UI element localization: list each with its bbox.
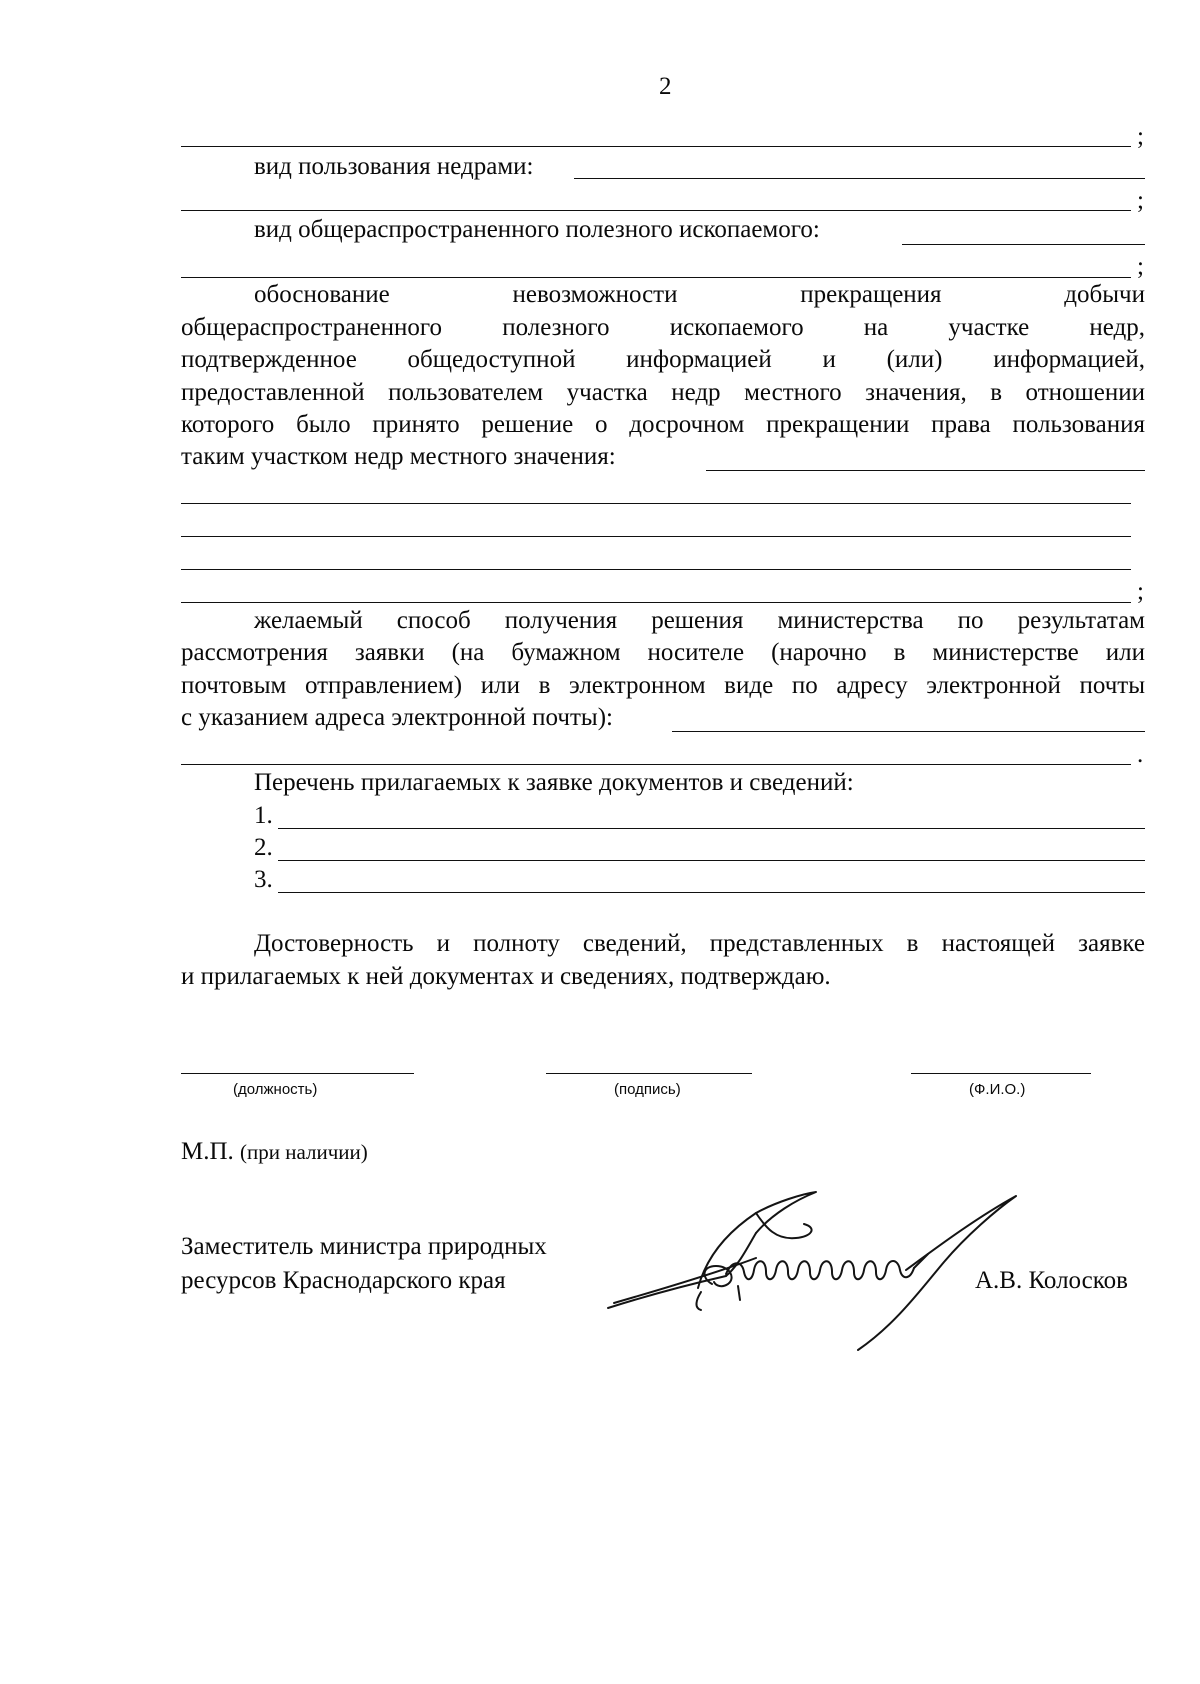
mineral-type-fill-line[interactable] [902,244,1145,245]
delivery-line-4: с указанием адреса электронной почты): [181,704,613,731]
justification-fill-line[interactable] [706,470,1145,471]
subsoil-use-label: вид пользования недрами: [254,153,534,180]
attachment-fill-line[interactable] [278,860,1145,861]
justification-line-5: которого было принято решение о досрочном прекращении права пользования [181,411,1145,438]
delivery-line-2: рассмотрения заявки (на бумажном носителе (нарочно в министерстве или [181,639,1145,666]
attachment-fill-line[interactable] [278,892,1145,893]
fill-line [181,210,1131,211]
justification-word: обоснование [254,281,390,308]
name-caption: (Ф.И.О.) [969,1081,1026,1098]
fill-line [181,277,1131,278]
fill-line [181,146,1131,147]
page-number: 2 [659,73,672,100]
semicolon: ; [1137,253,1144,280]
stamp-place-note [181,1137,368,1167]
semicolon: ; [1137,578,1144,605]
name-signature-line[interactable] [911,1073,1091,1074]
semicolon: ; [1137,187,1144,214]
attachment-number: 1. [254,802,273,829]
certification-line-2: и прилагаемых к ней документах и сведениях, подтверждаю. [181,963,831,990]
fill-line[interactable] [181,569,1131,570]
position-signature-line[interactable] [181,1073,414,1074]
certification-line-1: Достоверность и полноту сведений, представленных в настоящей заявке [254,930,1145,957]
email-fill-line[interactable] [672,731,1145,732]
justification-word: невозможности [512,281,678,308]
fill-line[interactable] [181,764,1131,765]
attachment-fill-line[interactable] [278,828,1145,829]
subsoil-use-fill-line[interactable] [574,178,1145,179]
signatory-title-line-1: Заместитель министра природных [181,1233,547,1260]
period: . [1137,741,1144,768]
justification-line-1 [254,280,1145,310]
stamp-place-condition: (при наличии) [240,1140,368,1164]
justification-line-2: общераспространенного полезного ископаемого на участке недр, [181,314,1145,341]
stamp-place-mark: М.П. [181,1138,234,1165]
semicolon: ; [1137,123,1144,150]
justification-line-4: предоставленной пользователем участка недр местного значения, в отношении [181,379,1145,406]
justification-line-3: подтвержденное общедоступной информацией и (или) информацией, [181,346,1145,373]
attachment-number: 2. [254,834,273,861]
signatory-name: А.В. Колосков [975,1267,1128,1294]
signature-line[interactable] [546,1073,752,1074]
justification-word: добычи [1064,281,1145,308]
delivery-line-1: желаемый способ получения решения министерства по результатам [254,607,1145,634]
justification-word: прекращения [800,281,942,308]
mineral-type-label: вид общераспространенного полезного ископаемого: [254,216,820,243]
signatory-title-line-2: ресурсов Краснодарского края [181,1267,506,1294]
fill-line[interactable] [181,602,1131,603]
attachment-number: 3. [254,866,273,893]
delivery-line-3: почтовым отправлением) или в электронном виде по адресу электронной почты [181,672,1145,699]
justification-line-6: таким участком недр местного значения: [181,443,616,470]
attachments-heading: Перечень прилагаемых к заявке документов и сведений: [254,769,854,796]
position-caption: (должность) [233,1081,318,1098]
fill-line[interactable] [181,503,1131,504]
signature-caption: (подпись) [614,1081,681,1098]
handwritten-signature [606,1188,1066,1358]
fill-line[interactable] [181,536,1131,537]
